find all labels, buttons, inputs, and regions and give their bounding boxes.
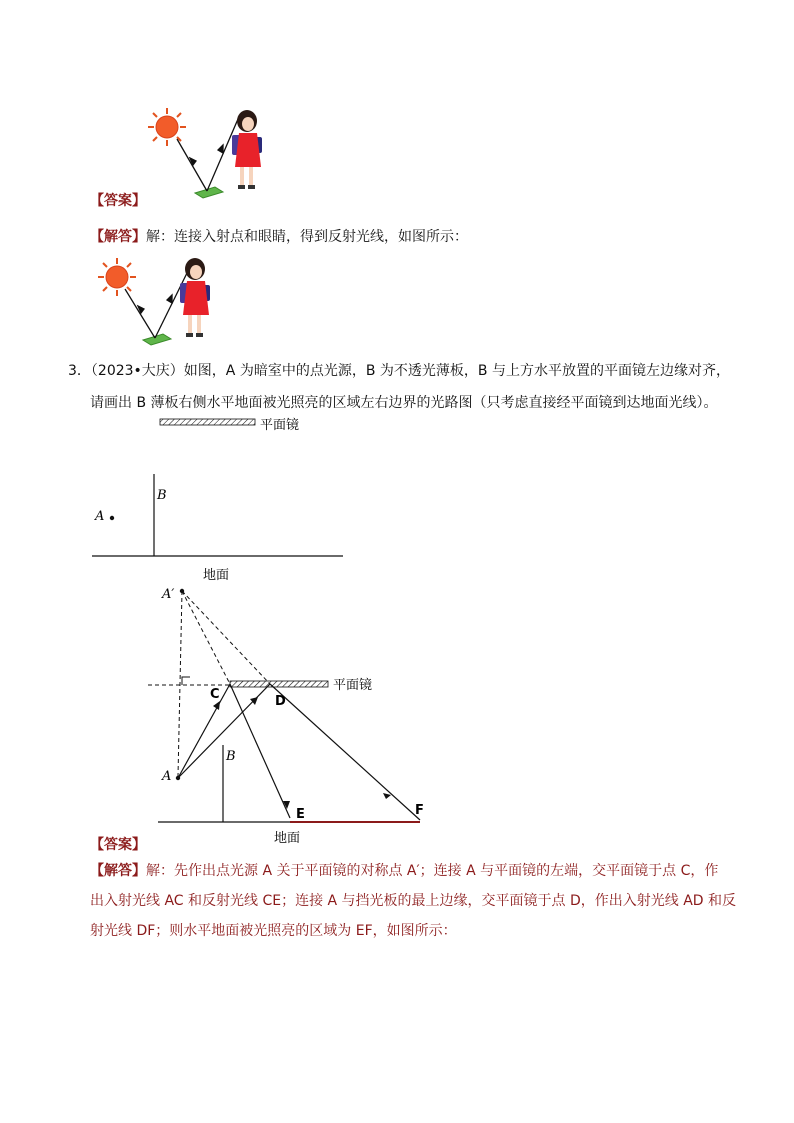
- question-3-figure: [85, 412, 355, 587]
- point-A: [110, 516, 114, 520]
- ground-label: 地面: [274, 831, 301, 846]
- girl-icon: [180, 258, 210, 337]
- sun-girl-figure-2: [95, 255, 225, 350]
- explanation-3-line-1: 解：先作出点光源 A 关于平面镜的对称点 A′；连接 A 与平面镜的左端，交平面镜于点 C，作: [146, 863, 719, 879]
- mirror-patch-icon: [195, 187, 223, 198]
- point-E-label: E: [296, 807, 305, 822]
- board-B-label: B: [226, 749, 236, 764]
- explanation-tag-2: 【解答】: [90, 229, 146, 245]
- explanation-3: [90, 856, 740, 946]
- question-number: 3．: [68, 363, 91, 379]
- A-prime-label: A′: [162, 587, 175, 602]
- point-C-label: C: [210, 687, 220, 702]
- question-3-line-1: [68, 356, 730, 386]
- board-B-label: B: [157, 488, 167, 503]
- point-A-label: A: [95, 509, 105, 524]
- question-text-line-1: （2023•大庆）如图，A 为暗室中的点光源，B 为不透光薄板，B 与上方水平放置的平面镜左边缘对齐，: [90, 363, 730, 379]
- explanation-tag-3: 【解答】: [90, 863, 146, 879]
- sun-icon: [148, 108, 186, 146]
- question-3-line-2: 请画出 B 薄板右侧水平地面被光照亮的区域左右边界的光路图（只考虑直接经平面镜到达地面光线）。: [90, 395, 718, 411]
- answer-tag-3: 【答案】: [90, 837, 146, 853]
- plane-mirror: [160, 419, 255, 425]
- light-rays: [178, 684, 420, 820]
- answer-tag-2: 【答案】: [90, 193, 146, 209]
- point-F-label: F: [415, 803, 424, 818]
- ray-lines: [125, 273, 187, 338]
- plane-mirror: [230, 681, 328, 687]
- sun-icon: [98, 258, 136, 296]
- explanation-text-2: 解：连接入射点和眼睛，得到反射光线，如图所示：: [146, 229, 468, 245]
- point-D-label: D: [275, 694, 286, 709]
- answer-3-figure: [140, 580, 440, 855]
- point-A-label: A: [162, 769, 172, 784]
- mirror-patch-icon: [143, 334, 171, 345]
- sun-girl-figure-1: [145, 105, 275, 200]
- mirror-label: 平面镜: [333, 678, 373, 693]
- right-angle-mark: [182, 677, 190, 685]
- mirror-label: 平面镜: [260, 418, 300, 433]
- ray-lines: [177, 119, 238, 191]
- explanation-2: [90, 222, 468, 252]
- ground-label: 地面: [203, 568, 230, 583]
- explanation-3-line-3: 射光线 DF；则水平地面被光照亮的区域为 EF，如图所示：: [90, 923, 457, 939]
- explanation-3-line-2: 出入射光线 AC 和反射光线 CE；连接 A 与挡光板的最上边缘，交平面镜于点 D，作出入射光线 AD 和反: [90, 893, 737, 909]
